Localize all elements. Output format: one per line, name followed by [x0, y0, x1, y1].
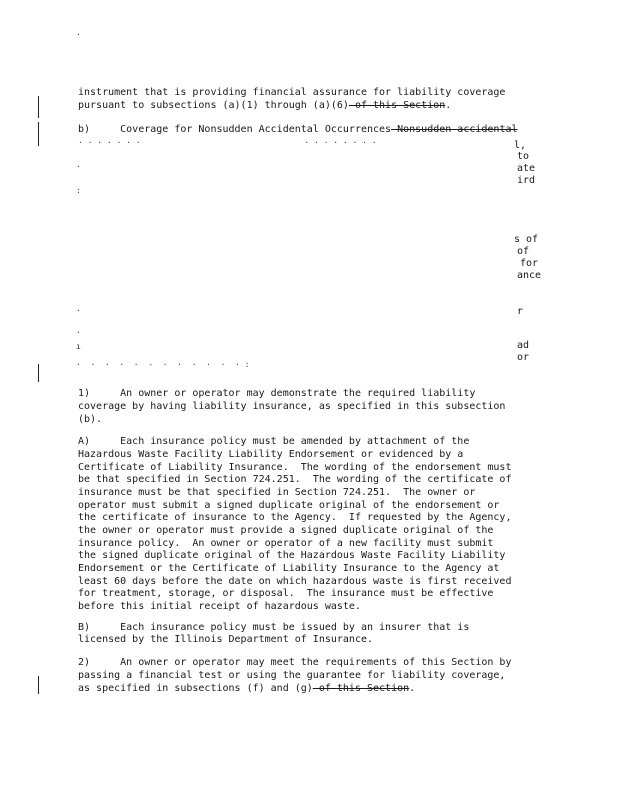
faded-mark: ·: [76, 306, 81, 315]
faded-text-row: · · · · · - · · · · · · :: [76, 360, 250, 369]
para-a-line: the certificate of insurance to the Agency. If requested by the Agency,: [78, 512, 512, 523]
intro-line-2: pursuant to subsections (a)(1) through (a)(6) of this Section.: [78, 100, 452, 111]
para-a-line: insurance policy. An owner or operator of a new facility must submit: [78, 538, 494, 549]
text-fragment: to: [517, 151, 530, 162]
para-2-line-2: passing a financial test or using the guarantee for liability coverage,: [78, 670, 506, 681]
text-fragment: of: [517, 246, 530, 257]
para-a-line: be that specified in Section 724.251. The wording of the certificate of: [78, 474, 512, 485]
para-1-line-2: coverage by having liability insurance, as specified in this subsection: [78, 401, 506, 412]
faded-mark: ·: [76, 162, 81, 171]
text-fragment: ad: [517, 340, 530, 351]
para-a-line: Hazardous Waste Facility Liability Endorsement or evidenced by a: [78, 449, 464, 460]
para-a-line: least 60 days before the date on which hazardous waste is first received: [78, 576, 512, 587]
para-a-line: the signed duplicate original of the Hazardous Waste Facility Liability: [78, 550, 506, 561]
para-a-line: for treatment, storage, or disposal. The insurance must be effective: [78, 588, 494, 599]
para-a-line: A) Each insurance policy must be amended by attachment of the: [78, 436, 470, 447]
para-a-line: Endorsement or the Certificate of Liability Insurance to the Agency at: [78, 563, 500, 574]
text-fragment: r: [517, 306, 524, 317]
para-b-sub-line: licensed by the Illinois Department of Insurance.: [78, 634, 374, 645]
revision-bar: [38, 96, 39, 118]
intro-line-1: instrument that is providing financial assurance for liability coverage: [78, 87, 506, 98]
text-fragment: for: [514, 258, 539, 269]
text-fragment: ance: [517, 270, 542, 281]
para-a-line: before this initial receipt of hazardous waste.: [78, 601, 361, 612]
faded-mark: :: [76, 186, 81, 195]
para-a-line: insurance must be that specified in Section 724.251. The owner or: [78, 487, 476, 498]
text-fragment: s of: [514, 234, 539, 245]
para-a-line: Certificate of Liability Insurance. The wording of the endorsement must: [78, 462, 512, 473]
para-2-line-1: 2) An owner or operator may meet the requirements of this Section by: [78, 657, 512, 668]
para-1-line-3: (b).: [78, 414, 103, 425]
para-b-sub-line: B) Each insurance policy must be issued by an insurer that is: [78, 622, 470, 633]
section-b-heading: b) Coverage for Nonsudden Accidental Occurrences Nonsudden accidental: [78, 124, 518, 135]
faded-mark: ı: [76, 342, 81, 351]
para-2-line-3: as specified in subsections (f) and (g) of this Section.: [78, 683, 416, 694]
revision-bar: [38, 364, 39, 382]
revision-bar: [38, 676, 39, 694]
faded-mark: ·: [76, 328, 81, 337]
text-fragment: l,: [514, 140, 527, 151]
para-a-line: the owner or operator must provide a signed duplicate original of the: [78, 525, 494, 536]
text-fragment: ird: [517, 175, 536, 186]
text-fragment: or: [517, 352, 530, 363]
revision-bar: [38, 122, 39, 146]
para-1-line-1: 1) An owner or operator may demonstrate the required liability: [78, 388, 476, 399]
text-fragment: ate: [517, 163, 536, 174]
para-a-line: operator must submit a signed duplicate original of the endorsement or: [78, 500, 500, 511]
faded-text-row: · · · · · · · · · · · · · · ·: [78, 138, 377, 147]
scan-mark: ·: [76, 30, 81, 39]
